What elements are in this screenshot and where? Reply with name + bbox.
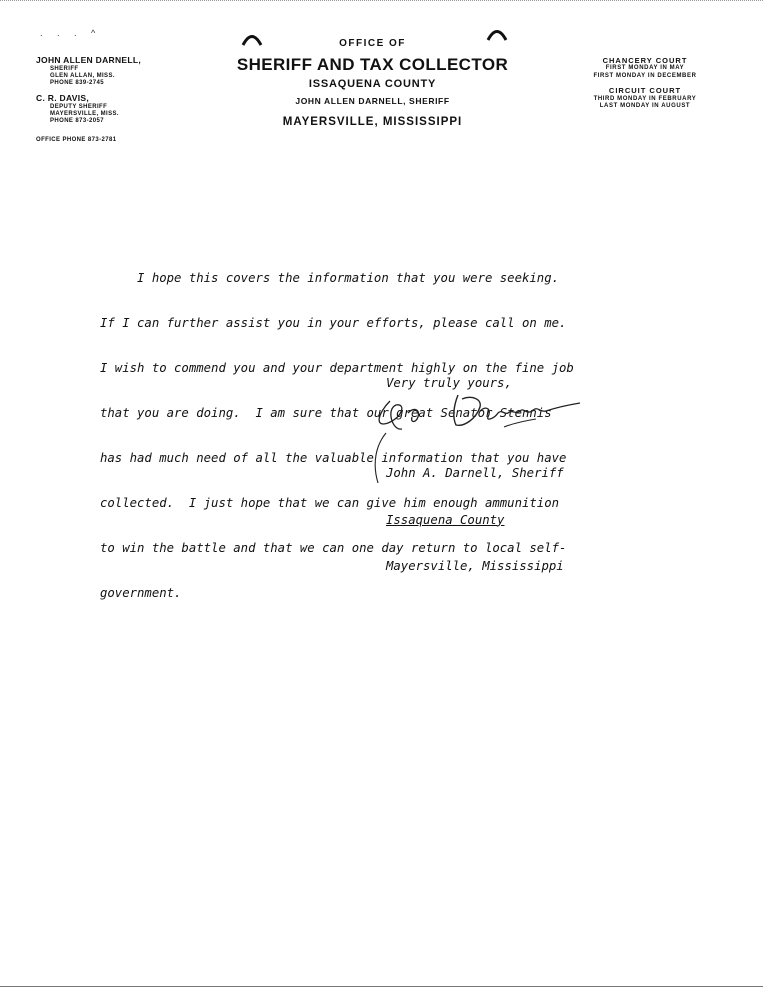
office-title: SHERIFF AND TAX COLLECTOR [236, 55, 509, 74]
circuit-heading: CIRCUIT COURT [608, 86, 682, 96]
body-line: government. [100, 586, 182, 600]
body-line: collected. I just hope that we can give him enough ammunition [100, 496, 560, 510]
sheriff-name: JOHN ALLEN DARNELL, [36, 55, 142, 65]
deputy-town: MAYERSVILLE, MISS. [50, 111, 119, 118]
circuit-date-2: LAST MONDAY IN AUGUST [599, 103, 691, 110]
sheriff-town: GLEN ALLAN, MISS. [50, 72, 115, 79]
body-line: If I can further assist you in your efforts, please call on me. [100, 316, 567, 330]
office-phone: OFFICE PHONE 873-2781 [36, 136, 117, 143]
sheriff-phone: PHONE 839-2745 [50, 79, 104, 86]
chancery-heading: CHANCERY COURT [602, 56, 688, 65]
deputy-title: DEPUTY SHERIFF [50, 104, 108, 111]
signer-town: Mayersville, Mississippi [386, 559, 564, 573]
office-of-label: OFFICE OF [339, 38, 406, 49]
circuit-date-1: THIRD MONDAY IN FEBRUARY [593, 95, 697, 102]
body-line: I hope this covers the information that you were seeking. [100, 271, 560, 285]
signer-name: John A. Darnell, Sheriff [386, 466, 564, 480]
deputy-phone: PHONE 873-2057 [50, 117, 104, 124]
top-edge [0, 0, 763, 3]
town-name: MAYERSVILLE, MISSISSIPPI [282, 116, 463, 128]
letterhead-center [205, 38, 540, 128]
deputy-name: C. R. DAVIS, [36, 93, 90, 104]
body-line: I wish to commend you and your department highly on the fine job [100, 361, 574, 375]
letterhead-left [36, 56, 186, 144]
signer-county: Issaquena County [386, 512, 505, 527]
county-name: ISSAQUENA COUNTY [308, 78, 437, 90]
chancery-date-1: FIRST MONDAY IN MAY [605, 65, 685, 72]
body-line: to win the battle and that we can one day return to local self- [100, 541, 567, 555]
sheriff-line: JOHN ALLEN DARNELL, SHERIFF [295, 96, 450, 106]
body-line: has had much need of all the valuable information that you have [100, 451, 567, 465]
closing-line: Very truly yours, [386, 376, 512, 390]
chancery-date-2: FIRST MONDAY IN DECEMBER [593, 72, 697, 79]
scan-specks: . . . ^ [40, 28, 102, 38]
signature-block [386, 435, 564, 606]
body-line: that you are doing. I am sure that our great Senator Stennis [100, 406, 552, 420]
sheriff-title: SHERIFF [50, 65, 79, 72]
letterhead-right [570, 56, 720, 111]
